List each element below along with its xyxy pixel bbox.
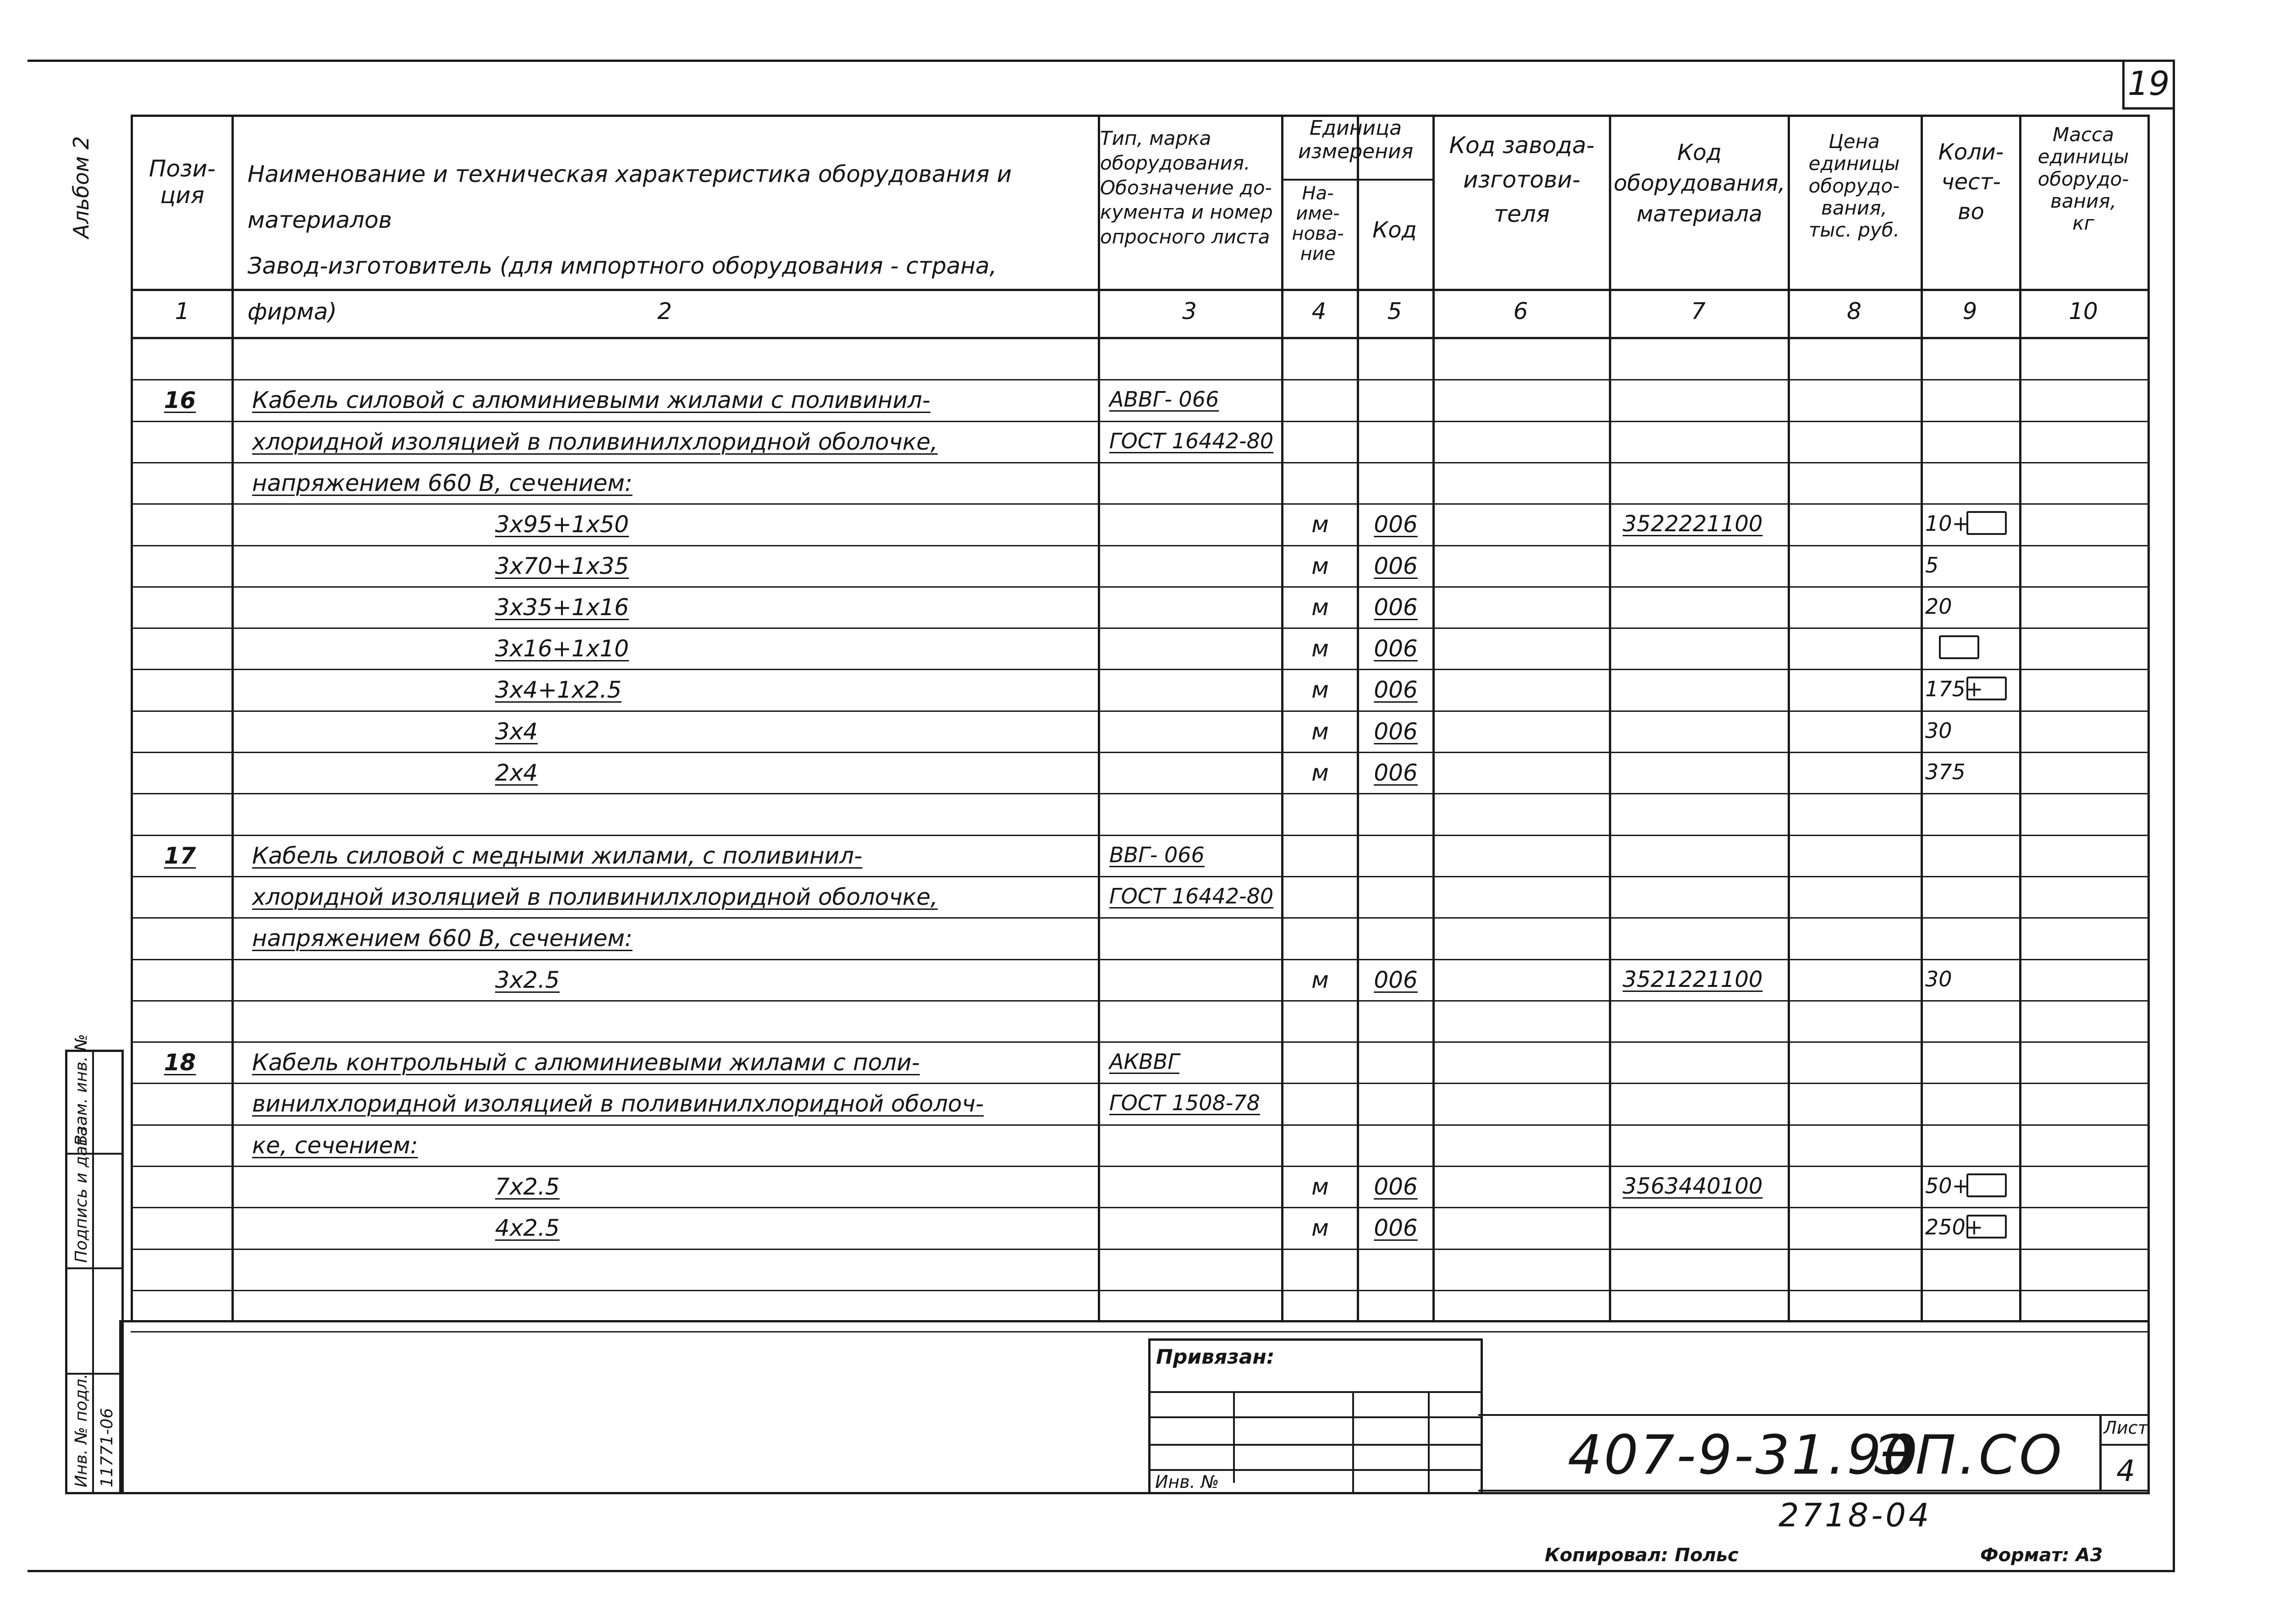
row-unit-code: 006	[1374, 966, 1418, 993]
row-name: Кабель силовой с алюминиевыми жилами с поливинил-	[252, 387, 931, 414]
row-unit-code: 006	[1374, 677, 1418, 704]
privyazan-block	[1148, 1338, 1483, 1494]
table-row	[0, 546, 2274, 588]
row-type: ГОСТ 16442-80	[1109, 428, 1274, 453]
table-row	[0, 670, 2274, 711]
row-unit-code: 006	[1374, 552, 1418, 579]
header-mass: Масса единицы оборудо- вания, кг	[2037, 123, 2129, 235]
row-name: 3x70+1x35	[495, 552, 629, 579]
row-equipment-code: 3521221100	[1623, 966, 1763, 992]
row-unit: м	[1311, 552, 1329, 579]
title-block-top-line	[1478, 1414, 2150, 1416]
row-unit: м	[1311, 635, 1329, 662]
copied-label: Копировал: Польс	[1545, 1545, 1739, 1566]
header-equipment-code: Код оборудования, материала	[1613, 140, 1785, 227]
colnum-8: 8	[1847, 298, 1861, 325]
colnum-9: 9	[1962, 298, 1977, 325]
row-name: напряжением 660 В, сечением:	[252, 925, 633, 952]
table-row	[0, 1250, 2274, 1291]
row-position: 17	[164, 842, 196, 869]
colnum-5: 5	[1387, 298, 1402, 325]
stamp-inv-number: 11771-06	[98, 1408, 116, 1487]
table-row	[0, 339, 2274, 380]
album-stamp: Альбом 2	[69, 136, 94, 238]
table-row	[0, 1208, 2274, 1250]
row-position: 16	[164, 387, 196, 414]
document-code: 407-9-31.90	[1568, 1423, 1920, 1486]
archive-number: 2718-04	[1778, 1497, 1932, 1534]
stamp-podpis-data: Подпись и дата	[72, 1126, 91, 1263]
row-quantity: 30	[1925, 718, 1952, 743]
header-name: Наименование и техническая характеристика оборудования и материалов Завод-изготовитель (для импортного оборудования - страна, фирма)	[248, 161, 1012, 325]
row-unit-code: 006	[1374, 635, 1418, 662]
colnum-3: 3	[1182, 298, 1197, 325]
table-row	[0, 919, 2274, 960]
row-quantity: 375	[1925, 760, 1966, 784]
header-unit-group: Единица измерения	[1298, 116, 1414, 163]
row-name: хлоридной изоляцией в поливинилхлоридной оболочке,	[252, 428, 938, 455]
row-equipment-code: 3563440100	[1623, 1173, 1763, 1199]
row-unit-code: 006	[1374, 511, 1418, 538]
table-row	[0, 1002, 2274, 1043]
row-quantity: 250+	[1925, 1215, 1983, 1240]
colnum-1: 1	[175, 298, 190, 325]
row-name: хлоридной изоляцией в поливинилхлоридной оболочке,	[252, 883, 938, 910]
row-unit: м	[1311, 511, 1329, 538]
row-quantity: 175+	[1925, 677, 1983, 702]
row-unit: м	[1311, 760, 1329, 786]
row-unit-code: 006	[1374, 718, 1418, 745]
row-name: 2x4	[495, 760, 538, 786]
row-name: 7x2.5	[495, 1173, 560, 1200]
row-quantity: 5	[1925, 552, 1939, 578]
colnum-10: 10	[2069, 298, 2098, 325]
row-unit: м	[1311, 677, 1329, 704]
row-unit: м	[1311, 1173, 1329, 1200]
row-quantity: 20	[1925, 594, 1952, 619]
table-row	[0, 1291, 2274, 1332]
header-quantity: Коли- чест- во	[1938, 139, 2004, 225]
stamp-inv-podl: Инв. № подл.	[72, 1373, 91, 1487]
table-row	[0, 836, 2274, 877]
header-position: Пози- ция	[149, 155, 216, 209]
header-price: Цена единицы оборудо- вания, тыс. руб.	[1808, 130, 1900, 242]
row-unit: м	[1311, 718, 1329, 745]
table-row	[0, 588, 2274, 629]
colnum-2: 2	[657, 298, 672, 325]
row-type: ГОСТ 1508-78	[1109, 1090, 1260, 1116]
table-row	[0, 1043, 2274, 1084]
row-quantity: 30	[1925, 966, 1952, 991]
row-name: 3x35+1x16	[495, 594, 629, 621]
table-row	[0, 794, 2274, 836]
quantity-blank-box	[1939, 635, 1979, 659]
row-name: 3x2.5	[495, 966, 560, 993]
colnum-7: 7	[1691, 298, 1706, 325]
document-suffix: ЭП.СО	[1875, 1423, 2065, 1486]
row-position: 18	[164, 1049, 196, 1076]
row-equipment-code: 3522221100	[1623, 511, 1763, 537]
row-name: 4x2.5	[495, 1215, 560, 1242]
row-unit-code: 006	[1374, 1173, 1418, 1200]
quantity-blank-box	[1966, 1215, 2007, 1239]
inv-label: Инв. №	[1155, 1472, 1219, 1492]
row-name: 3x95+1x50	[495, 511, 629, 538]
row-name: 3x16+1x10	[495, 635, 629, 662]
row-unit: м	[1311, 966, 1329, 993]
table-row	[0, 505, 2274, 546]
row-type: ГОСТ 16442-80	[1109, 883, 1274, 908]
row-unit: м	[1311, 1215, 1329, 1242]
stamp-vzam-inv: Взам. инв. №	[72, 1034, 91, 1146]
table-row	[0, 1167, 2274, 1208]
table-row	[0, 380, 2274, 422]
table-row	[0, 877, 2274, 919]
row-type: АКВВГ	[1109, 1049, 1179, 1074]
row-name: ке, сечением:	[252, 1132, 418, 1159]
row-name: 3x4+1x2.5	[495, 677, 622, 704]
row-unit-code: 006	[1374, 760, 1418, 786]
header-unit-name: На- име- нова- ние	[1292, 183, 1344, 264]
row-unit-code: 006	[1374, 1215, 1418, 1242]
table-row	[0, 1084, 2274, 1125]
row-name: напряжением 660 В, сечением:	[252, 469, 633, 496]
table-top-line	[131, 115, 2150, 117]
row-quantity: 10+	[1925, 511, 1970, 536]
header-type: Тип, марка оборудования. Обозначение до- кумента и номер опросного листа	[1100, 127, 1273, 248]
row-type: ВВГ- 066	[1109, 842, 1205, 867]
row-unit-code: 006	[1374, 594, 1418, 621]
list-box	[2099, 1414, 2150, 1490]
frame-bottom-line	[119, 1492, 2150, 1494]
row-name: Кабель контрольный с алюминиевыми жилами с поли-	[252, 1049, 920, 1076]
colnum-4: 4	[1311, 298, 1327, 325]
quantity-blank-box	[1966, 677, 2007, 700]
privyazan-label: Привязан:	[1156, 1345, 1275, 1369]
colnum-6: 6	[1513, 298, 1528, 325]
row-name: Кабель силовой с медными жилами, с поливинил-	[252, 842, 863, 869]
header-factory-code: Код завода- изготови- теля	[1449, 132, 1595, 227]
header-unit-code: Код	[1372, 217, 1417, 243]
quantity-blank-box	[1966, 1173, 2007, 1197]
table-row	[0, 712, 2274, 753]
table-row	[0, 753, 2274, 794]
format-label: Формат: А3	[1980, 1545, 2103, 1566]
page-number: 19	[2127, 64, 2170, 103]
unit-group-divider	[1281, 179, 1432, 181]
row-quantity: 50+	[1925, 1173, 1970, 1198]
list-number: 4	[2116, 1454, 2135, 1488]
table-row	[0, 422, 2274, 463]
title-block-bottom-line	[1478, 1490, 2150, 1492]
frame-left-line	[119, 1320, 121, 1494]
row-unit: м	[1311, 594, 1329, 621]
row-type: АВВГ- 066	[1109, 387, 1219, 412]
table-row	[0, 960, 2274, 1002]
list-label: Лист	[2103, 1418, 2148, 1438]
table-row	[0, 1126, 2274, 1167]
row-name: 3x4	[495, 718, 538, 745]
table-row	[0, 629, 2274, 670]
row-name: винилхлоридной изоляцией в поливинилхлоридной оболоч-	[252, 1090, 984, 1118]
table-row	[0, 463, 2274, 505]
quantity-blank-box	[1966, 511, 2007, 535]
